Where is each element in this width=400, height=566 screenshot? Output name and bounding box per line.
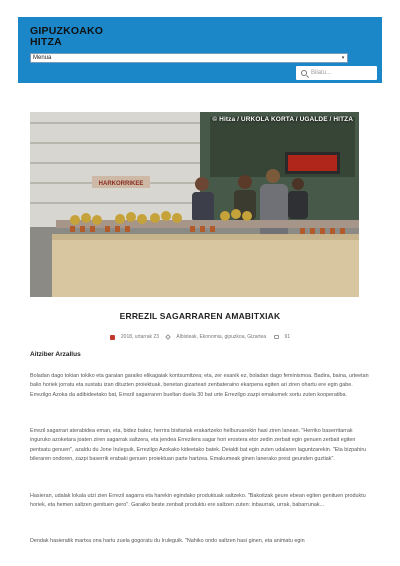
article-photo: [30, 112, 359, 297]
article-paragraph: Hasieran, udalak lokala utzi zien Errezil sagarra eta harekin egindako produktuak saltzeko. "Bakoitzak geure ebean egiten genituen produktu horiek, eta hemen saltzen genituen gero". Garaiko beste zenbait produktu ere saltzen zuten: inbaurrak, urrak, babarrunak...: [30, 493, 366, 509]
calendar-icon: [110, 335, 115, 340]
article-comments[interactable]: 91: [284, 334, 291, 340]
article-author: Aitziber Arzallus: [30, 351, 81, 358]
article-date: 2018, urtarrak 23: [120, 334, 159, 340]
article-categories[interactable]: Albisteak, Ekonomia, gipuzkoa, Gizartea: [176, 334, 267, 340]
article-meta: [30, 334, 370, 340]
market-stall-photo: [30, 112, 359, 297]
logo-line-1: GIPUZKOAKO: [30, 25, 104, 37]
svg-text:HARKORRIKEE: HARKORRIKEE: [98, 181, 144, 187]
search-icon: [301, 70, 307, 76]
search-placeholder: Bilatu...: [311, 70, 332, 76]
logo-line-2: HITZA: [30, 36, 62, 48]
article-paragraph: Errezil sagarrari aterabidea eman, eta, bidez batez, herrira bisitariak erakartzeko helburuarekin hasi ziren lanean. "Herriko baserritarrak inguruko azoketara joaten ziren sagarrak saltzera, eta jendea Errezilera sagar hori erostera etor zedin zerbait egin genuen zerbait egiten pentsatu genuen", azaldu du Jone Iruleguik, Errezilgo Azokako kideetako batek. Deialdi bat egin zuten udalaren laguntzarekin. "Eta bizpahiru bileraren ondoren, zazpi baserrik erabaki genuen proiektuan parte hartzea. Emakumeak ginen lanerako prest geunden guztiak".: [30, 428, 367, 462]
image-credit: © Hitza / URKOLA KORTA / UGALDE / HITZA: [212, 116, 353, 123]
site-logo[interactable]: [30, 26, 103, 48]
article-title: ERREZIL SAGARRAREN AMABITXIAK: [119, 311, 281, 321]
chevron-down-icon: ▾: [341, 55, 345, 61]
tag-icon: [166, 334, 172, 340]
search-input[interactable]: [296, 66, 377, 80]
article-paragraph: Dendak hasieratik martxa ona hartu zuela gogoratu du Iruleguik. "Nahiko ondo saltzen hasi ginen, eta animatu egin: [30, 538, 305, 544]
article-paragraph: Boladan dago tokian tokiko eta garaian garaiko elikagaiak kontsumitzea; eta, zer esanik ez, boladan dago feminismoa. Badira, baina, urteetan balio horiek jorratu eta sustatu izan dituzten proiektuak, benetan gizarteari zenbateraino ekarpena egiten ari ziren ohartu ere egin gabe. Errezilgo Azoka da adibideetako bat, Errezil sagarraren bueltan duela 30 bat urte Errezilgo zazpi emakumek sortu zuten kooperatiba.: [30, 373, 369, 398]
comment-icon: [274, 335, 279, 339]
menu-select-value: Menua: [33, 55, 52, 61]
menu-select[interactable]: [30, 53, 348, 63]
